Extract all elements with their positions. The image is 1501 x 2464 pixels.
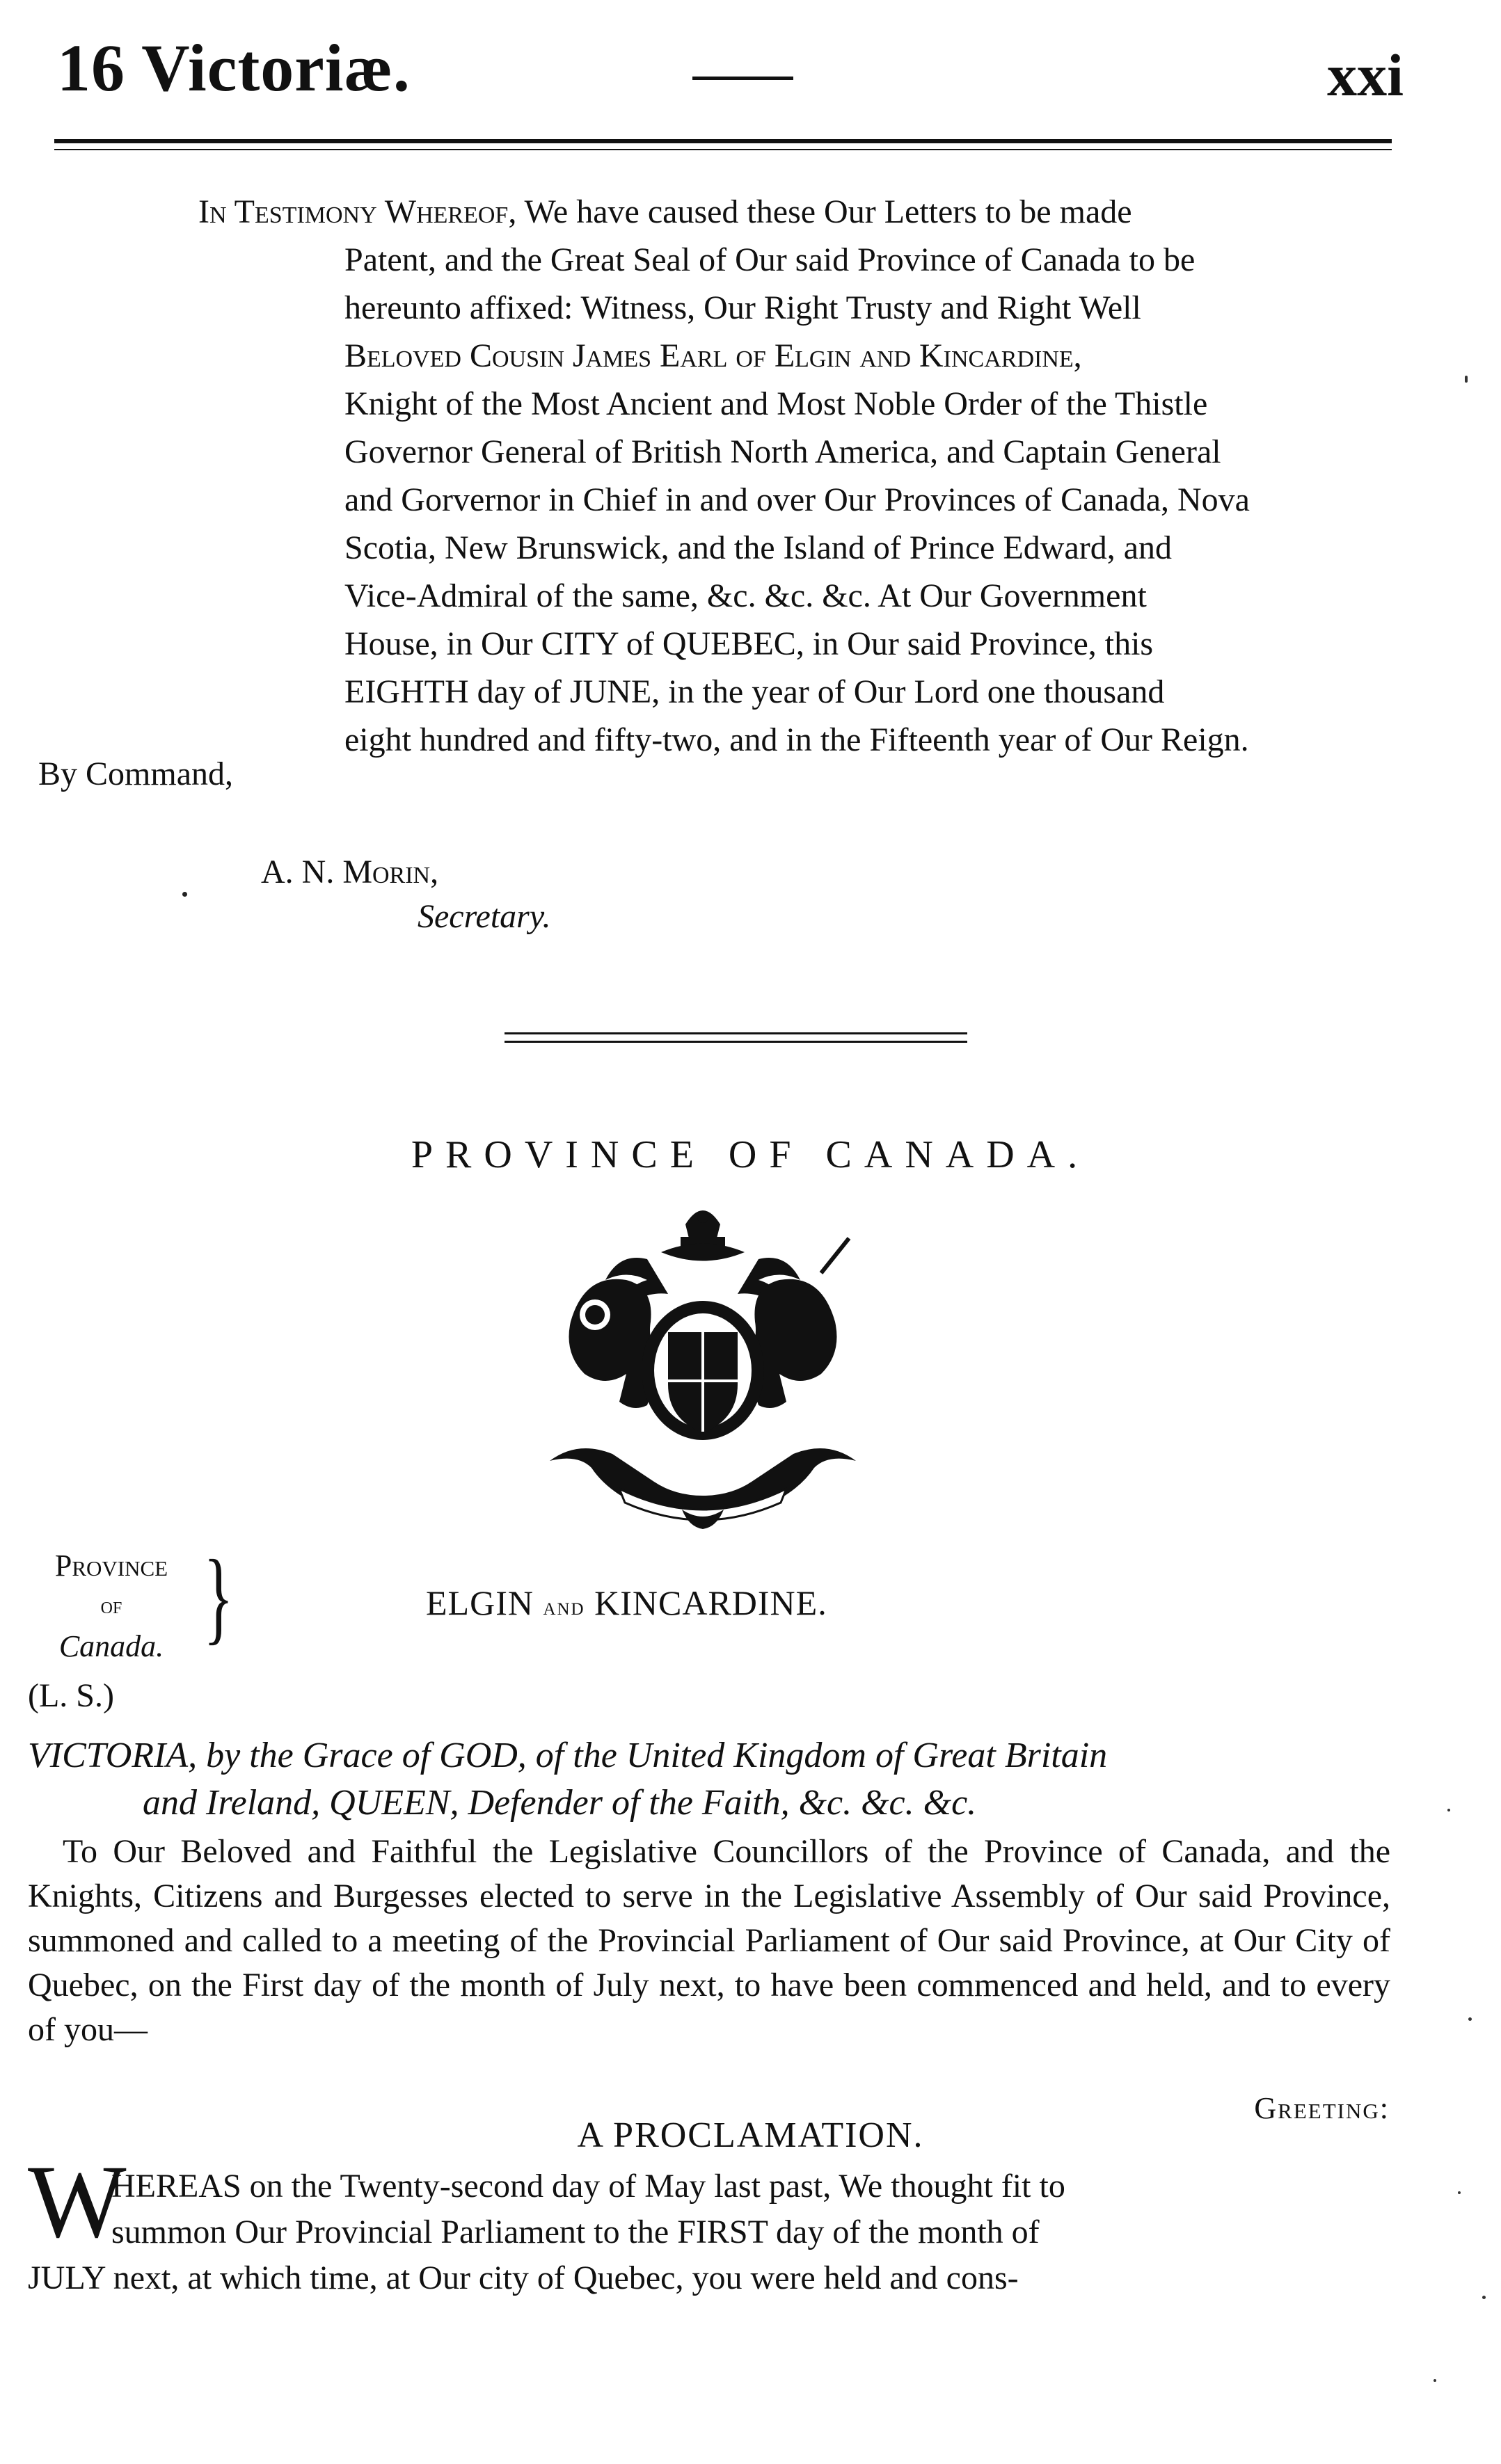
royal-coat-of-arms <box>543 1197 863 1530</box>
testimony-line: House, in Our CITY of QUEBEC, in Our said Province, this <box>344 625 1154 662</box>
whereas-paragraph <box>28 2163 1392 2301</box>
address-text: To Our Beloved and Faithful the Legislative Councillors of the Province of Canada, and the Knights, Citizens and Burgesses elected to serve in the Legislative Assembly of Our said Province, summoned and called to a meeting of the Provincial Parliament of Our said Province, at Our City of Quebec, on the First day of the month of July next, to have been commenced and held, and to every of you— <box>28 1833 1390 2048</box>
testimony-line: Vice-Admiral of the same, &c. &c. &c. At Our Government <box>344 577 1147 614</box>
marginal-line-3: Canada. <box>58 1629 164 1663</box>
header-rule-thin <box>54 149 1392 150</box>
testimony-paragraph <box>198 188 1395 764</box>
whereas-line-2: summon Our Provincial Parliament to the FIRST day of the month of <box>111 2214 1040 2250</box>
marginal-line-1: Province <box>54 1549 168 1583</box>
header-rule-thick <box>54 139 1392 143</box>
ink-speck <box>1468 2017 1472 2021</box>
governor-name-2: KINCARDINE. <box>594 1583 827 1622</box>
royal-style-line-2: and Ireland, QUEEN, Defender of the Faith, &c. &c. &c. <box>143 1783 977 1823</box>
drop-cap: W <box>28 2144 127 2259</box>
testimony-line: EIGHTH day of JUNE, in the year of Our Lord one thousand <box>344 673 1165 710</box>
page-number: xxi <box>1327 42 1404 109</box>
testimony-line: and Gorvernor in Chief in and over Our Provinces of Canada, Nova <box>344 481 1250 518</box>
testimony-line: Patent, and the Great Seal of Our said Province of Canada to be <box>344 241 1196 278</box>
testimony-line: hereunto affixed: Witness, Our Right Trusty and Right Well <box>344 289 1141 326</box>
ink-speck <box>1482 2296 1486 2299</box>
signatory-title: Secretary. <box>418 898 551 935</box>
testimony-text-1: , We have caused these Our Letters to be made <box>508 193 1132 230</box>
header-dash <box>692 77 793 80</box>
ink-speck <box>1465 376 1468 383</box>
marginal-line-2: of <box>100 1593 122 1619</box>
governor-name <box>426 1583 827 1623</box>
whereas-line-1: HEREAS on the Twenty-second day of May last past, We thought fit to <box>111 2168 1065 2205</box>
seal-mark: (L. S.) <box>28 1677 114 1714</box>
governor-and: and <box>543 1592 585 1620</box>
section-rule-top <box>505 1032 967 1034</box>
brace-mark: } <box>203 1539 234 1654</box>
royal-style <box>28 1732 1392 1827</box>
marginal-note <box>28 1546 195 1667</box>
ink-speck <box>182 892 187 897</box>
section-rule-bottom <box>505 1041 967 1043</box>
running-head-left: 16 Victoriæ. <box>57 31 411 105</box>
testimony-line: Scotia, New Brunswick, and the Island of Prince Edward, and <box>344 529 1173 566</box>
testimony-line: eight hundred and fifty-two, and in the Fifteenth year of Our Reign. <box>344 721 1249 758</box>
royal-style-line-1: VICTORIA, by the Grace of GOD, of the United Kingdom of Great Britain <box>28 1736 1108 1775</box>
testimony-line: Governor General of British North America, and Captain General <box>344 433 1221 470</box>
ink-speck <box>1447 1809 1450 1811</box>
province-title: PROVINCE OF CANADA. <box>411 1133 1090 1176</box>
ink-speck <box>1458 2191 1461 2194</box>
proclamation-title: A PROCLAMATION. <box>577 2115 924 2155</box>
signatory-name: A. N. Morin, <box>261 854 439 890</box>
greeting: Greeting: <box>1254 2091 1390 2125</box>
testimony-line: Beloved Cousin James Earl of Elgin and Kincardine, <box>344 337 1082 374</box>
testimony-line: Knight of the Most Ancient and Most Noble Order of the Thistle <box>344 385 1208 422</box>
ink-speck <box>1434 2379 1436 2382</box>
whereas-line-3: JULY next, at which time, at Our city of Quebec, you were held and cons- <box>28 2259 1019 2296</box>
governor-name-1: ELGIN <box>426 1583 534 1622</box>
by-command: By Command, <box>38 755 234 792</box>
address-paragraph <box>28 1830 1390 2052</box>
testimony-lead: In Testimony Whereof <box>198 193 509 230</box>
